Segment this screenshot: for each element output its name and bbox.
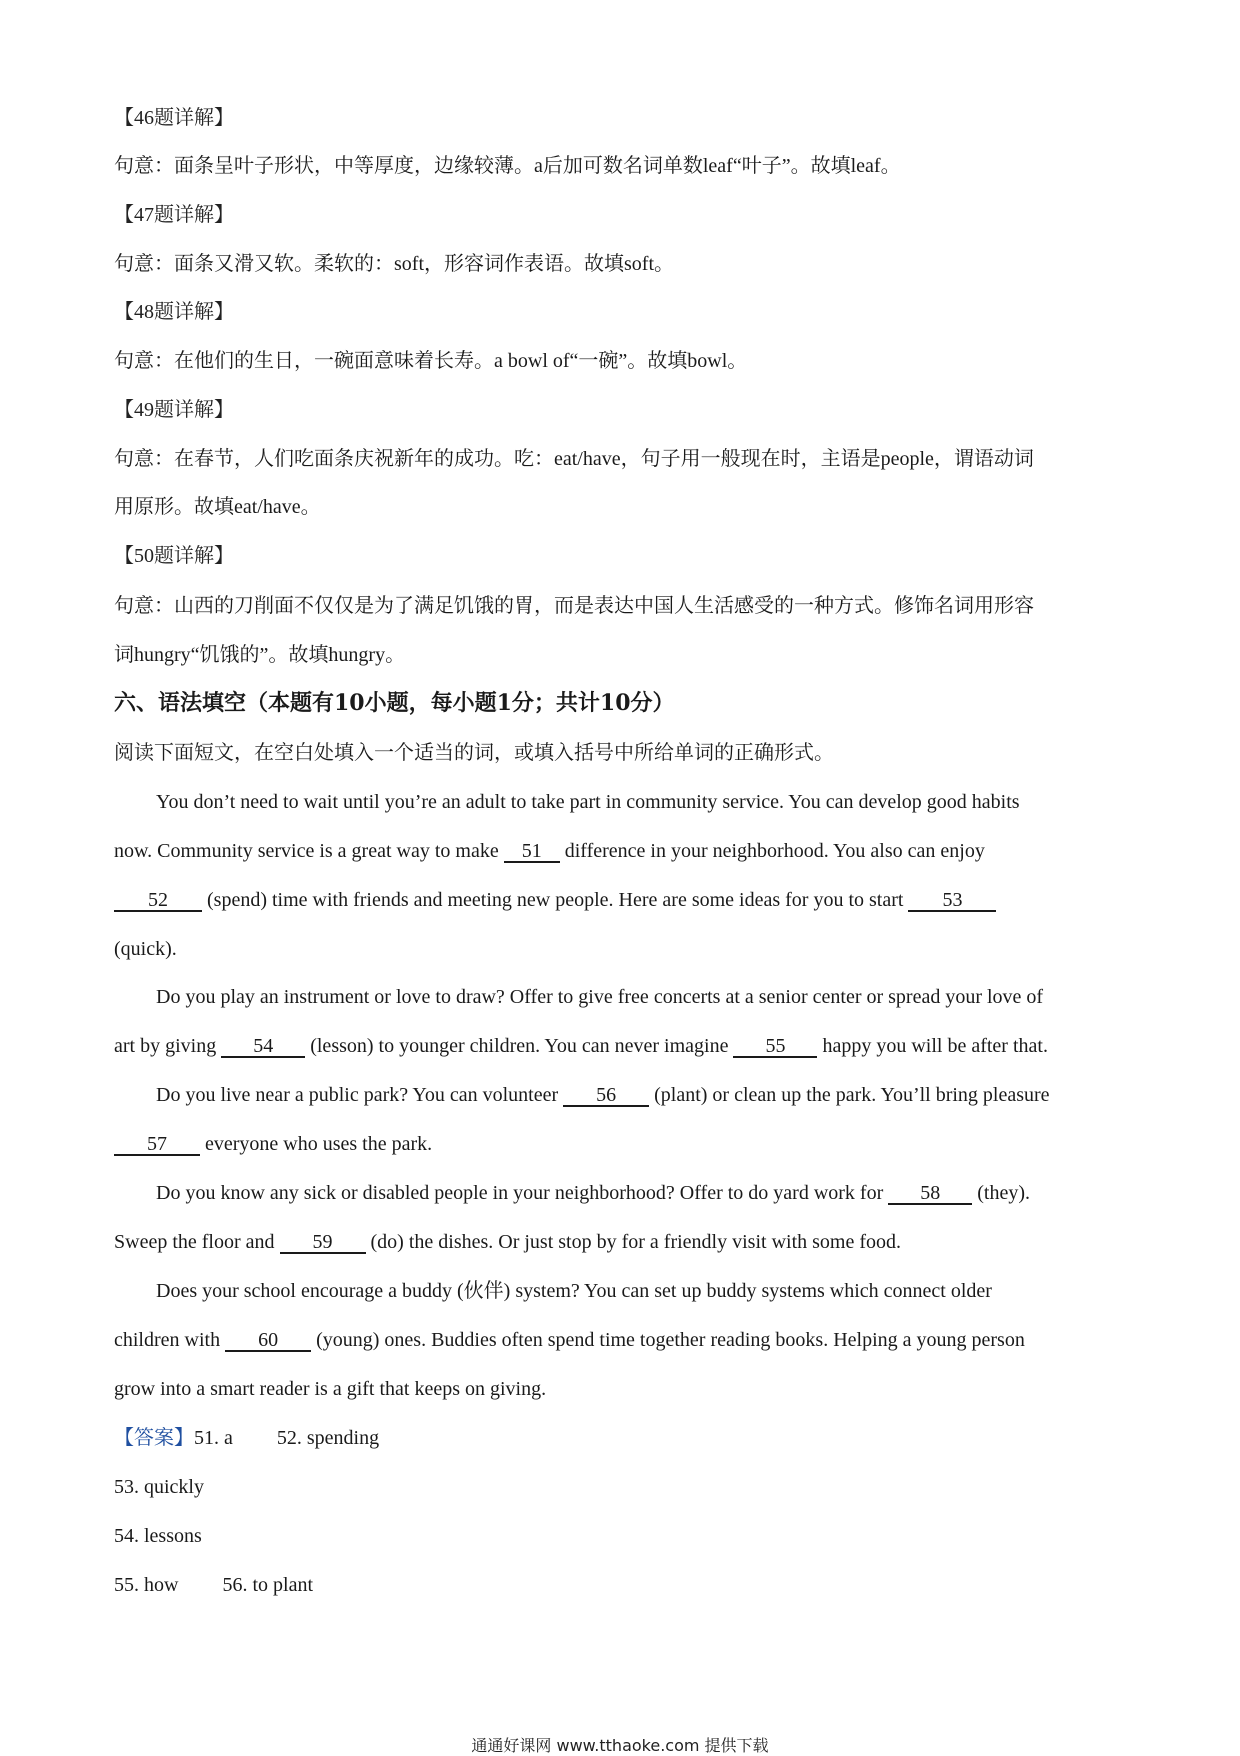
answer-label: 【答案】 bbox=[114, 1427, 194, 1449]
blank-51: 51 bbox=[504, 841, 560, 863]
passage-text: art by giving bbox=[114, 1035, 222, 1057]
q49-explanation-line2: 用原形。故填eat/have。 bbox=[114, 496, 321, 518]
passage-line bbox=[156, 1183, 1030, 1205]
passage-line bbox=[114, 1036, 1048, 1058]
passage-text: now. Community service is a great way to make bbox=[114, 840, 504, 862]
blank-60: 60 bbox=[225, 1330, 311, 1352]
passage-line: (quick). bbox=[114, 938, 177, 960]
passage-line bbox=[114, 841, 985, 863]
blank-59: 59 bbox=[280, 1232, 366, 1254]
answer-row bbox=[114, 1575, 313, 1595]
passage-text: happy you will be after that. bbox=[817, 1035, 1048, 1057]
section-title: 六、语法填空（本题有10小题，每小题1分；共计10分） bbox=[114, 690, 675, 716]
q46-explanation: 句意：面条呈叶子形状，中等厚度，边缘较薄。a后加可数名词单数leaf“叶子”。故填leaf。 bbox=[114, 155, 901, 177]
passage-line bbox=[156, 1085, 1050, 1107]
blank-55: 55 bbox=[733, 1036, 817, 1058]
passage-line: grow into a smart reader is a gift that keeps on giving. bbox=[114, 1378, 547, 1400]
q47-explanation: 句意：面条又滑又软。柔软的：soft，形容词作表语。故填soft。 bbox=[114, 253, 674, 275]
q48-explanation: 句意：在他们的生日，一碗面意味着长寿。a bowl of“一碗”。故填bowl。 bbox=[114, 350, 748, 372]
page-footer: 通通好课网 www.tthaoke.com 提供下载 bbox=[471, 1736, 769, 1755]
answer-51: 51. a bbox=[194, 1427, 233, 1449]
answer-52: 52. spending bbox=[276, 1427, 380, 1449]
q49-heading: 【49题详解】 bbox=[114, 399, 234, 421]
blank-58: 58 bbox=[888, 1183, 972, 1205]
answer-56: 56. to plant bbox=[222, 1574, 313, 1596]
passage-text: difference in your neighborhood. You also can enjoy bbox=[559, 840, 985, 862]
q50-explanation-line1: 句意：山西的刀削面不仅仅是为了满足饥饿的胃，而是表达中国人生活感受的一种方式。修饰名词用形容 bbox=[114, 595, 1034, 617]
blank-52: 52 bbox=[114, 890, 202, 912]
q48-heading: 【48题详解】 bbox=[114, 301, 234, 323]
passage-line bbox=[114, 890, 996, 912]
passage-line bbox=[114, 1330, 1025, 1352]
answer-53: 53. quickly bbox=[114, 1476, 204, 1498]
blank-56: 56 bbox=[563, 1085, 649, 1107]
q46-heading: 【46题详解】 bbox=[114, 107, 234, 129]
q50-heading: 【50题详解】 bbox=[114, 545, 234, 567]
passage-text: (plant) or clean up the park. You’ll bring pleasure bbox=[649, 1084, 1050, 1106]
passage-text: (young) ones. Buddies often spend time together reading books. Helping a young person bbox=[311, 1329, 1025, 1351]
passage-text: Do you know any sick or disabled people in your neighborhood? Offer to do yard work for bbox=[156, 1182, 889, 1204]
blank-57: 57 bbox=[114, 1134, 200, 1156]
passage-text: (they). bbox=[972, 1182, 1031, 1204]
passage-line bbox=[114, 1232, 901, 1254]
passage-text: (do) the dishes. Or just stop by for a friendly visit with some food. bbox=[365, 1231, 902, 1253]
passage-text: (lesson) to younger children. You can never imagine bbox=[305, 1035, 734, 1057]
passage-text: Do you live near a public park? You can volunteer bbox=[156, 1084, 564, 1106]
q49-explanation-line1: 句意：在春节，人们吃面条庆祝新年的成功。吃：eat/have，句子用一般现在时，主语是people，谓语动词 bbox=[114, 448, 1034, 470]
passage-text: everyone who uses the park. bbox=[200, 1133, 433, 1155]
passage-text: Sweep the floor and bbox=[114, 1231, 280, 1253]
blank-54: 54 bbox=[221, 1036, 305, 1058]
answer-55: 55. how bbox=[114, 1574, 179, 1596]
answer-row bbox=[114, 1428, 379, 1448]
passage-line: Does your school encourage a buddy (伙伴) system? You can set up buddy systems which connect older bbox=[156, 1280, 992, 1302]
q50-explanation-line2: 词hungry“饥饿的”。故填hungry。 bbox=[114, 644, 406, 666]
passage-line: You don’t need to wait until you’re an adult to take part in community service. You can develop good habits bbox=[156, 791, 1020, 813]
passage-text: children with bbox=[114, 1329, 226, 1351]
answer-54: 54. lessons bbox=[114, 1525, 202, 1547]
passage-line: Do you play an instrument or love to draw? Offer to give free concerts at a senior center or spread your love of bbox=[156, 986, 1044, 1008]
passage-line bbox=[114, 1134, 432, 1156]
q47-heading: 【47题详解】 bbox=[114, 204, 234, 226]
passage-text: (spend) time with friends and meeting new people. Here are some ideas for you to start bbox=[202, 889, 909, 911]
section-instruction: 阅读下面短文，在空白处填入一个适当的词，或填入括号中所给单词的正确形式。 bbox=[114, 742, 834, 764]
blank-53: 53 bbox=[908, 890, 996, 912]
